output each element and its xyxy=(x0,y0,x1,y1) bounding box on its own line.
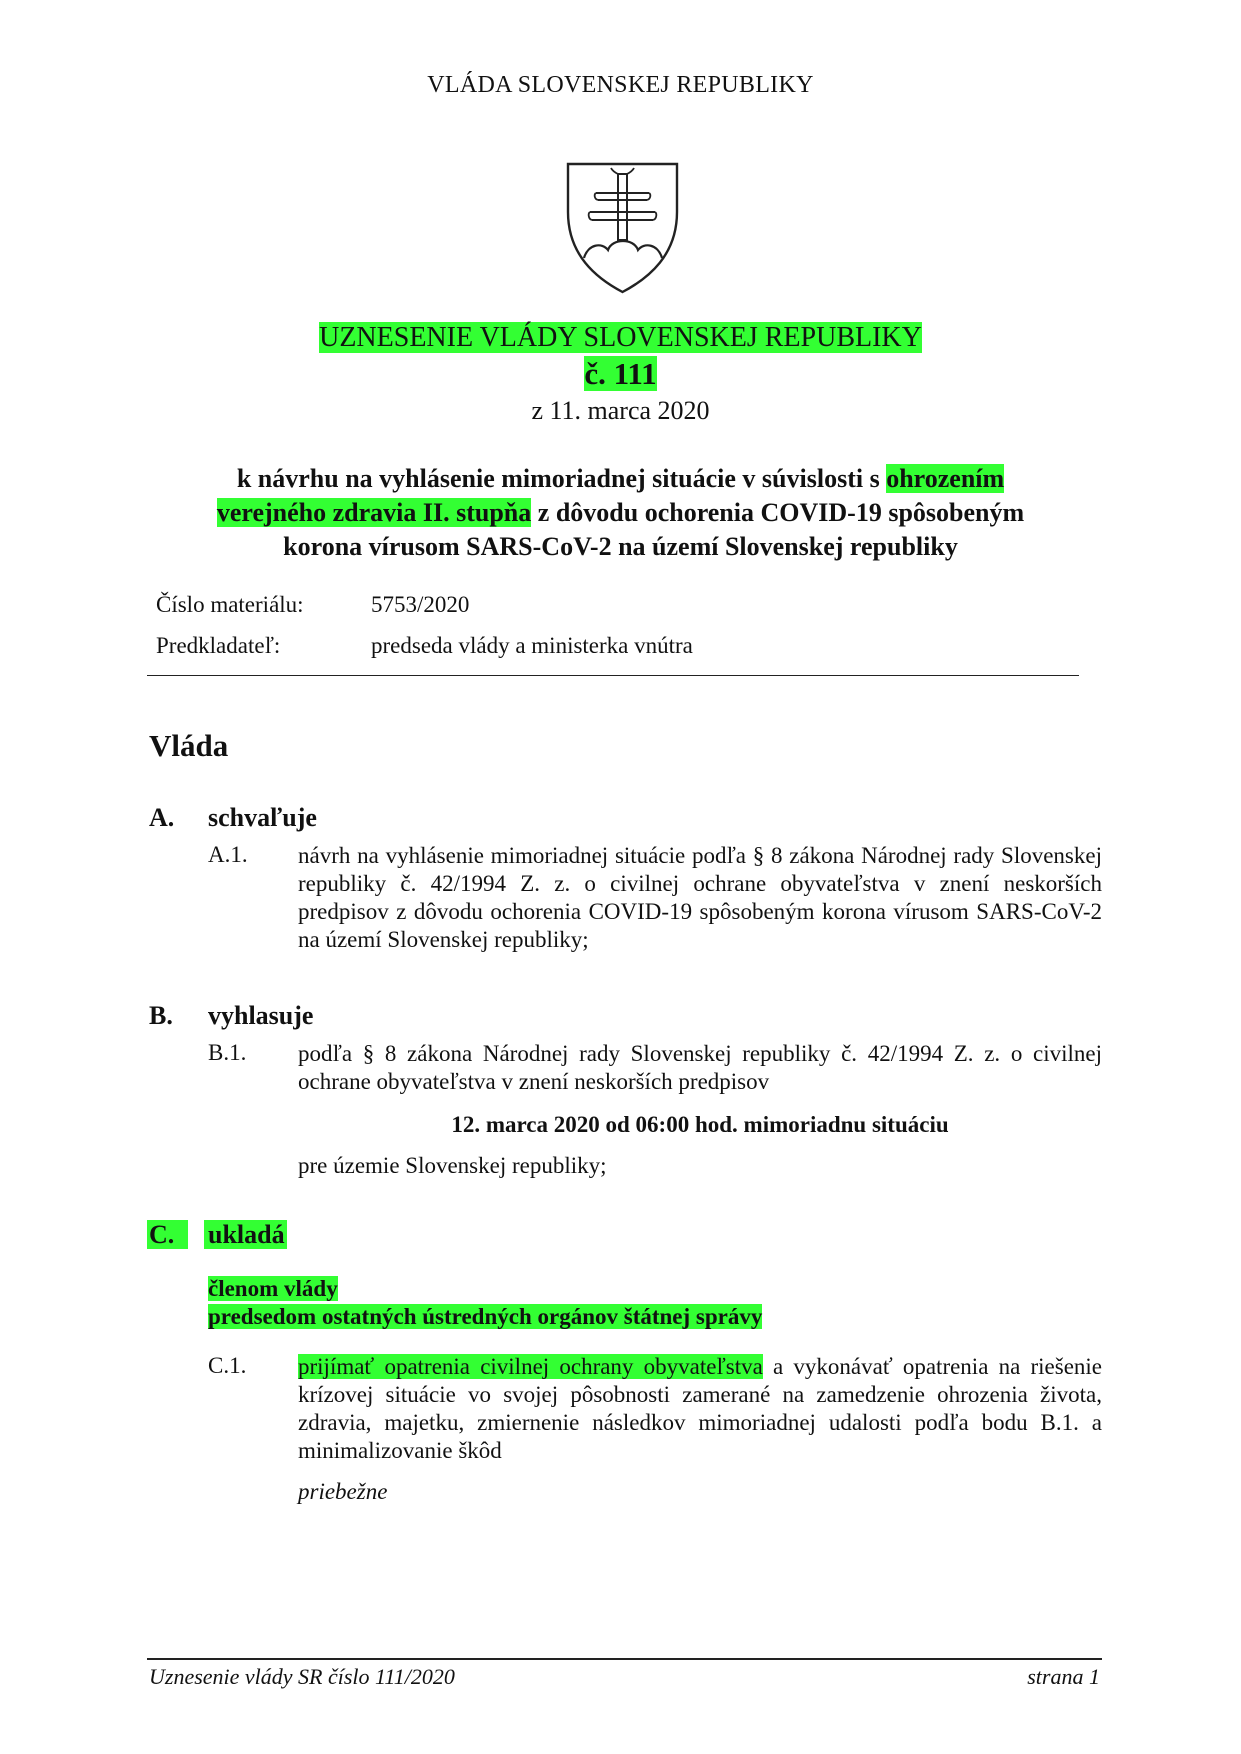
emergency-declaration-date: 12. marca 2020 od 06:00 hod. mimoriadnu situáciu xyxy=(451,1112,949,1137)
subject-highlight-2: verejného zdravia II. stupňa xyxy=(216,498,532,527)
item-a1-text: návrh na vyhlásenie mimoriadnej situácie podľa § 8 zákona Národnej rady Slovenskej republiky č. 42/1994 Z. z. o civilnej ochrane obyvateľstva v znení neskorších predpisov z dôvodu ochorenia COVID-19 spôsobeným korona vírusom SARS-CoV-2 na území Slovenskej republiky; xyxy=(298,843,1102,952)
footer-divider xyxy=(147,1658,1102,1660)
resolution-subject xyxy=(0,462,1241,564)
resolution-title xyxy=(0,322,1241,354)
subject-part-1: k návrhu na vyhlásenie mimoriadnej situácie v súvislosti s xyxy=(236,464,880,493)
submitter-label: Predkladateľ: xyxy=(156,633,281,658)
addressee-2 xyxy=(208,1304,762,1330)
subject-line-3: korona vírusom SARS-CoV-2 na území Slovenskej republiky xyxy=(283,532,958,561)
material-number-label: Číslo materiálu: xyxy=(156,592,304,617)
resolution-title-text: UZNESENIE VLÁDY SLOVENSKEJ REPUBLIKY xyxy=(319,322,922,353)
item-c1-highlight: prijímať opatrenia civilnej ochrany obyvateľstva xyxy=(298,1354,763,1379)
footer-document-reference: Uznesenie vlády SR číslo 111/2020 xyxy=(149,1664,455,1689)
section-b-title: vyhlasuje xyxy=(208,1001,314,1030)
subject-highlight-1: ohrozením xyxy=(886,464,1005,493)
addressee-2-text: predsedom ostatných ústredných orgánov štátnej správy xyxy=(208,1304,763,1329)
item-b1-number: B.1. xyxy=(208,1040,247,1065)
item-c1-rest: a vykonávať opatrenia na riešenie krízovej situácie vo svojej pôsobnosti zamerané na zamedzenie ohrozenia života, zdravia, majetku, zmiernenie následkov mimoriadnej udalosti podľa bodu B.1. a minimalizovanie škôd xyxy=(298,1354,1102,1463)
divider xyxy=(147,675,1079,676)
addressee-1 xyxy=(208,1276,338,1302)
subject-part-2: z dôvodu ochorenia COVID-19 spôsobeným xyxy=(537,498,1025,527)
section-a-letter: A. xyxy=(149,803,175,832)
section-c-title xyxy=(204,1220,287,1250)
resolution-number xyxy=(0,356,1241,392)
footer-page-number: strana 1 xyxy=(1027,1664,1100,1689)
section-c-title-text: ukladá xyxy=(204,1220,287,1249)
government-heading: Vláda xyxy=(149,728,229,763)
slovak-coat-of-arms-icon xyxy=(564,160,681,296)
government-header: VLÁDA SLOVENSKEJ REPUBLIKY xyxy=(427,72,814,98)
subject-line-1 xyxy=(0,462,1241,496)
item-c1-number: C.1. xyxy=(208,1353,247,1378)
item-a1-number: A.1. xyxy=(208,842,248,867)
section-c-letter-text: C. xyxy=(147,1220,188,1249)
submitter-value: predseda vlády a ministerka vnútra xyxy=(371,633,693,658)
section-a-title: schvaľuje xyxy=(208,803,317,832)
resolution-date: z 11. marca 2020 xyxy=(531,396,710,425)
item-c1-text xyxy=(298,1353,1102,1465)
section-c-letter xyxy=(147,1220,188,1250)
section-b-letter: B. xyxy=(149,1001,173,1030)
addressee-1-text: členom vlády xyxy=(208,1276,338,1301)
territory-text: pre územie Slovenskej republiky; xyxy=(298,1153,607,1178)
material-number-value: 5753/2020 xyxy=(371,592,470,617)
subject-line-2 xyxy=(0,496,1241,530)
deadline: priebežne xyxy=(298,1479,388,1504)
item-b1-text: podľa § 8 zákona Národnej rady Slovenskej republiky č. 42/1994 Z. z. o civilnej ochrane obyvateľstva v znení neskorších predpisov xyxy=(298,1041,1102,1094)
resolution-number-text: č. 111 xyxy=(584,356,657,391)
